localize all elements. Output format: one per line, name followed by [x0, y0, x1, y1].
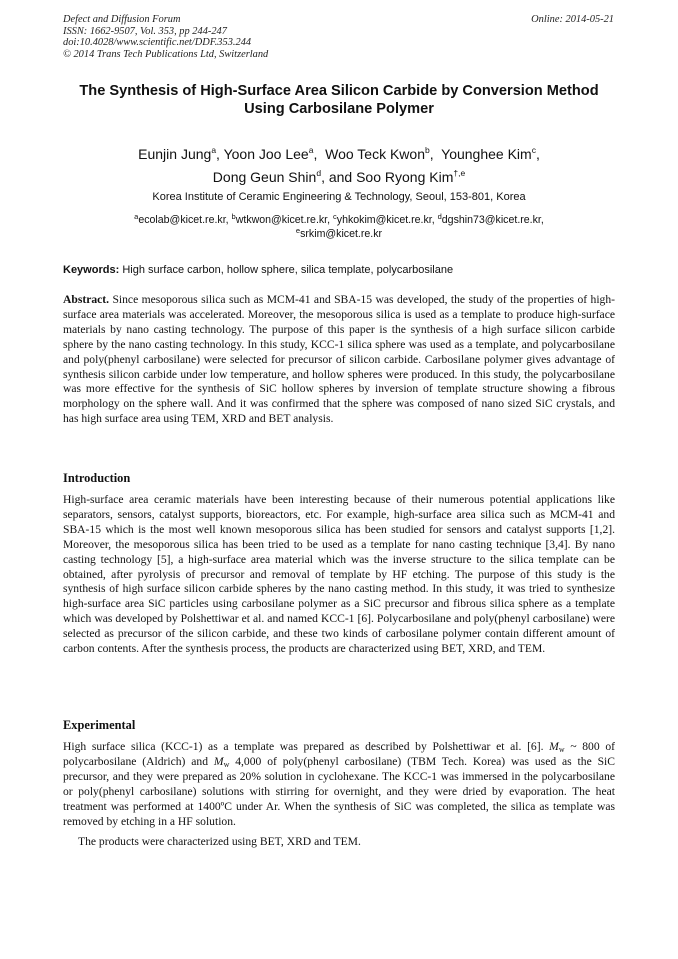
experimental-characterization: The products were characterized using BET, XRD and TEM.	[78, 835, 361, 848]
author-affil-mark: c	[531, 145, 536, 155]
experimental-text-c: 4,000 of poly(phenyl carbosilane) (TBM Tech. Korea) was used as the SiC precursor, and they were prepared as 20% solution in cyclohexane. The KCC-1 was immersed in the polycarbosilane or poly(phenyl carbosilane) solutions with stirring for overnight, and they were dried by evaporation. The heat treatment was performed at 1400ºC under Ar. When the synthesis of SiC was completed, the silica as template was removed by etching in a HF solution.	[63, 754, 615, 828]
introduction-heading: Introduction	[63, 471, 131, 485]
author-affil-mark: †,e	[453, 168, 466, 178]
issn-line: ISSN: 1662-9507, Vol. 353, pp 244-247	[63, 25, 227, 37]
author-name: Younghee Kim	[441, 146, 532, 162]
affiliation: Korea Institute of Ceramic Engineering & Technology, Seoul, 153-801, Korea	[152, 191, 526, 203]
experimental-paragraph	[63, 740, 615, 829]
keywords-text: High surface carbon, hollow sphere, silica template, polycarbosilane	[122, 264, 454, 276]
experimental-text-b: ~ 800 of polycarbosilane (Aldrich) and	[63, 740, 615, 768]
email-mark: b	[231, 212, 236, 221]
email-address[interactable]: srkim@kicet.re.kr	[300, 228, 383, 240]
doi-line: doi:10.4028/www.scientific.net/DDF.353.244	[63, 37, 252, 49]
mw-symbol: M	[549, 740, 559, 753]
author-name: Eunjin Jung	[138, 146, 212, 162]
copyright-line: © 2014 Trans Tech Publications Ltd, Switzerland	[63, 48, 269, 60]
email-address[interactable]: wtkwon@kicet.re.kr	[235, 214, 328, 226]
author-affil-mark: a	[211, 145, 217, 155]
author-affil-mark: d	[316, 168, 322, 178]
author-affil-mark: a	[308, 145, 314, 155]
email-mark: e	[295, 226, 301, 235]
author-affil-mark: b	[424, 145, 430, 155]
introduction-text: High-surface area ceramic materials have been interesting because of their numerous potential applications like separators, sensors, catalyst supports, bioreactors, etc. For example, high-surface area silica such as MCM-41 and SBA-15 which is the most well known mesoporous silica has been studied for sensors and catalyst supports [1,2]. Moreover, the mesoporous silica has been tried to be used as a template for nano casting technique [3,4]. By nano casting technology [5], a high-surface area material which was the inverse structure to the silica template can be obtained, after pyrolysis of precursor and removal of template by HF etching. The purpose of this study is the synthesis of high surface silicon carbide spheres by the nano casting method. In this study, it was tried to synthesize high-surface area SiC particles using carbosilane polymer as a SiC precursor and fibrous silica sphere as a template which was developed by Polshettiwar et al. and named KCC-1 [6]. Polycarbosilane and poly(phenyl carbosilane) were selected as precursor of the silicon carbide, and these two kinds of carbosilane polymer contain different amount of carbon contents. After the synthesis process, the products are characterized using BET, XRD, and TEM.	[63, 493, 615, 656]
author-name: Woo Teck Kwon	[325, 146, 425, 162]
abstract-text: Since mesoporous silica such as MCM-41 and SBA-15 was developed, the study of the properties of high-surface area materials was accelerated. Moreover, the mesoporous silica is used as a template to produce high-surface materials by nano casting technology. The purpose of this paper is the synthesis of a high surface silicon carbide sphere by the nano casting technology. In this study, KCC-1 silica sphere was used as a template, and polycarbosilane and poly(phenyl carbosilane) were selected for precursor of silicon carbide. Carbosilane polymer gives advantage of synthesis silicon carbide under low temperature, and hollow spheres were produced. In this study, the polycarbosilane was more effective for the synthesis of SiC hollow spheres by inversion of template structure showing a fibrous morphology on the sphere wall. And it was confirmed that the sphere was composed of nano sized SiC crystals, and has high surface area using TEM, XRD and BET analysis.	[63, 293, 615, 426]
abstract	[63, 293, 615, 427]
online-date: Online: 2014-05-21	[531, 14, 614, 25]
abstract-label: Abstract.	[63, 293, 110, 306]
experimental-heading: Experimental	[63, 718, 136, 732]
email-address[interactable]: yhkokim@kicet.re.kr	[336, 214, 432, 226]
author-name: Soo Ryong Kim	[356, 169, 454, 185]
email-mark: c	[333, 212, 337, 221]
author-name: Dong Geun Shin	[212, 169, 317, 185]
email-mark: d	[437, 212, 442, 221]
paper-title: The Synthesis of High-Surface Area Silicon Carbide by Conversion Method Using Carbosilane Polymer	[79, 83, 599, 117]
keywords-label: Keywords:	[63, 264, 120, 276]
email-address[interactable]: dgshin73@kicet.re.kr	[441, 214, 541, 226]
journal-name: Defect and Diffusion Forum	[63, 14, 181, 25]
experimental-text-a: High surface silica (KCC-1) as a template was prepared as described by Polshettiwar et al. [6].	[63, 740, 544, 753]
author-name: Yoon Joo Lee	[223, 146, 309, 162]
email-address[interactable]: ecolab@kicet.re.kr	[138, 214, 226, 226]
email-list: $^a$ecolab@kicet.re.kr, $^b$wtkwon@kicet.re.kr, $^c$yhkokim@kicet.re.kr, $^d$dgshin73@kicet.re.kr, $^e$srkim@kicet.re.kr	[134, 212, 544, 240]
author-list: Eunjin Jung$^a$, Yoon Joo Lee$^a$, Woo Teck Kwon$^b$, Younghee Kim$^c$, Dong Geun Shin$^d$, and Soo Ryong Kim$^{\dagger,e}$	[138, 145, 540, 185]
journal-header	[63, 14, 268, 60]
mw-symbol: M	[213, 754, 224, 768]
mw-subscript: w	[223, 759, 230, 769]
keywords	[63, 263, 615, 277]
email-mark: a	[134, 212, 139, 221]
mw-subscript: w	[558, 745, 565, 754]
